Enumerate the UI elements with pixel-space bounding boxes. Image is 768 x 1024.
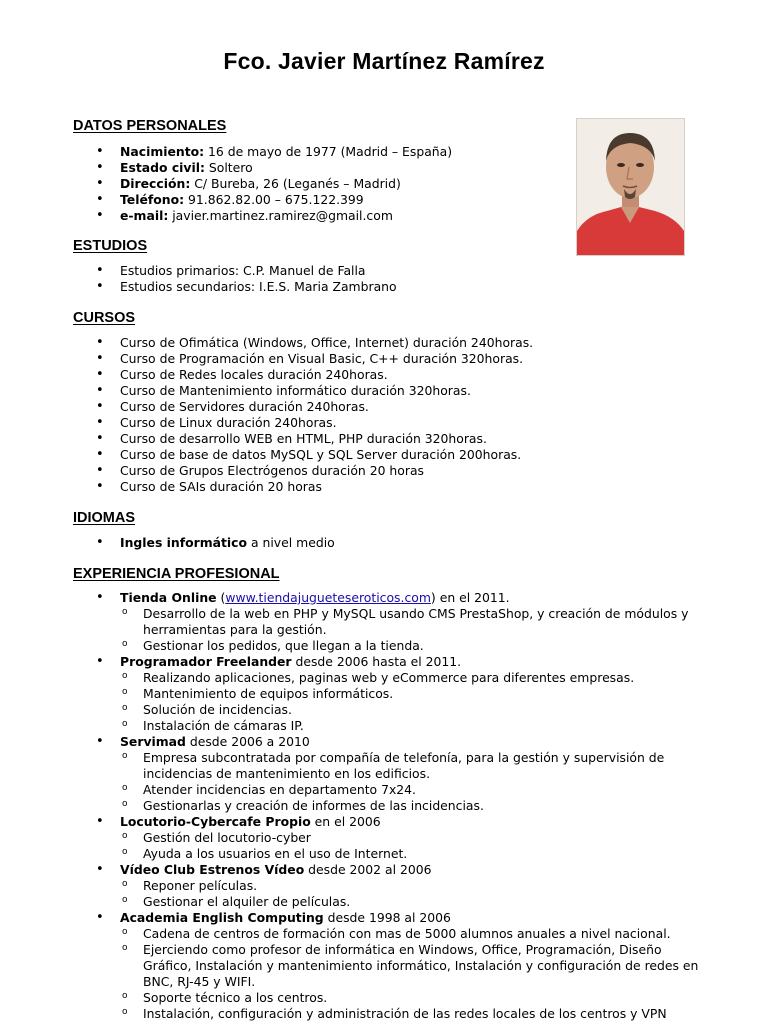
job-item [94,862,704,910]
birth-value: 16 de mayo de 1977 (Madrid – España) [204,144,453,159]
list-item: • Curso de Ofimática (Windows, Office, Internet) duración 240horas. [94,335,704,351]
section-title-courses: CURSOS [73,310,136,326]
languages-list [94,535,704,551]
job-tasks [120,606,704,654]
task-item: o Realizando aplicaciones, paginas web y eCommerce para diferentes empresas. [120,670,703,686]
list-item: • Estudios secundarios: I.E.S. Maria Zambrano [94,279,704,295]
job-period: desde 2002 al 2006 [304,862,432,877]
job-name: Tienda Online [120,590,217,605]
list-item [94,176,704,192]
task-item: o Ejerciendo como profesor de informática en Windows, Office, Programación, Diseño Gráfico, Instalación y mantenimiento informático, Instalación y configuración de redes en BNC, RJ-45 y WIFI. [120,942,703,990]
task-item: o Reponer películas. [120,878,703,894]
list-item: • Curso de Servidores duración 240horas. [94,399,704,415]
section-title-experience: EXPERIENCIA PROFESIONAL [73,566,280,582]
job-name: Servimad [120,734,186,749]
task-item: o Empresa subcontratada por compañía de telefonía, para la gestión y supervisión de incidencias de mantenimiento en los edificios. [120,750,703,782]
task-item: o Soporte técnico a los centros. [120,990,703,1006]
list-item [94,160,704,176]
job-item [94,814,704,862]
job-period: en el 2006 [310,814,381,829]
civil-status-value: Soltero [208,160,253,175]
shop-website-link[interactable]: www.tiendajugueteseroticos.com [225,590,431,605]
list-item: • Curso de Mantenimiento informático duración 320horas. [94,383,704,399]
phone-label: Teléfono: [120,192,185,207]
task-item: o Gestionarlas y creación de informes de las incidencias. [120,798,703,814]
list-item: • Curso de Programación en Visual Basic, C++ duración 320horas. [94,351,704,367]
section-title-studies: ESTUDIOS [73,238,148,254]
language-label: Ingles informático [120,535,248,550]
job-name: Vídeo Club Estrenos Vídeo [120,862,305,877]
list-item: • Curso de SAIs duración 20 horas [94,479,704,495]
task-item: o Solución de incidencias. [120,702,703,718]
job-period: desde 2006 a 2010 [185,734,310,749]
job-tasks [120,750,704,814]
address-value: C/ Bureba, 26 (Leganés – Madrid) [194,176,401,191]
job-item [94,910,704,1022]
task-item: o Gestionar los pedidos, que llegan a la tienda. [120,638,703,654]
list-item: • Estudios primarios: C.P. Manuel de Falla [94,263,704,279]
task-item: o Gestionar el alquiler de películas. [120,894,703,910]
task-item: o Gestión del locutorio-cyber [120,830,703,846]
job-tasks [120,670,704,734]
list-item [94,144,704,160]
job-item [94,734,704,814]
address-label: Dirección: [120,176,191,191]
task-item: o Atender incidencias en departamento 7x24. [120,782,703,798]
list-item: • Curso de desarrollo WEB en HTML, PHP duración 320horas. [94,431,704,447]
list-item [94,535,704,551]
list-item: • Curso de Linux duración 240horas. [94,415,704,431]
task-item: o Mantenimiento de equipos informáticos. [120,686,703,702]
task-item: o Desarrollo de la web en PHP y MySQL usando CMS PrestaShop, y creación de módulos y herramientas para la gestión. [120,606,703,638]
job-period: ) en el 2011. [430,590,510,605]
civil-status-label: Estado civil: [120,160,205,175]
job-name: Locutorio-Cybercafe Propio [120,814,311,829]
list-item [94,192,704,208]
job-name: Programador Freelander [120,654,292,669]
task-item: o Instalación, configuración y administración de las redes locales de los centros y VPN [120,1006,703,1022]
list-item [94,208,704,224]
studies-list [94,263,704,295]
email-value: javier.martinez.ramirez@gmail.com [172,208,393,223]
job-item [94,590,704,654]
list-item: • Curso de Redes locales duración 240horas. [94,367,704,383]
task-item: o Cadena de centros de formación con mas de 5000 alumnos anuales a nivel nacional. [120,926,703,942]
list-item: • Curso de base de datos MySQL y SQL Server duración 200horas. [94,447,704,463]
phone-value: 91.862.82.00 – 675.122.399 [188,192,364,207]
list-item: • Curso de Grupos Electrógenos duración 20 horas [94,463,704,479]
experience-list [94,590,704,1022]
language-level: a nivel medio [247,535,335,550]
section-title-personal: DATOS PERSONALES [73,118,227,134]
job-pre: ( [216,590,226,605]
job-tasks [120,926,704,1022]
task-item: o Instalación de cámaras IP. [120,718,703,734]
section-title-languages: IDIOMAS [73,510,136,526]
birth-label: Nacimiento: [120,144,205,159]
courses-list [94,335,704,495]
task-item: o Ayuda a los usuarios en el uso de Internet. [120,846,703,862]
job-tasks [120,878,704,910]
job-tasks [120,830,704,862]
job-period: desde 2006 hasta el 2011. [291,654,462,669]
job-item [94,654,704,734]
resume-name: Fco. Javier Martínez Ramírez [223,48,545,74]
job-period: desde 1998 al 2006 [323,910,451,925]
email-label: e-mail: [120,208,169,223]
job-name: Academia English Computing [120,910,324,925]
personal-data-list [94,144,704,224]
